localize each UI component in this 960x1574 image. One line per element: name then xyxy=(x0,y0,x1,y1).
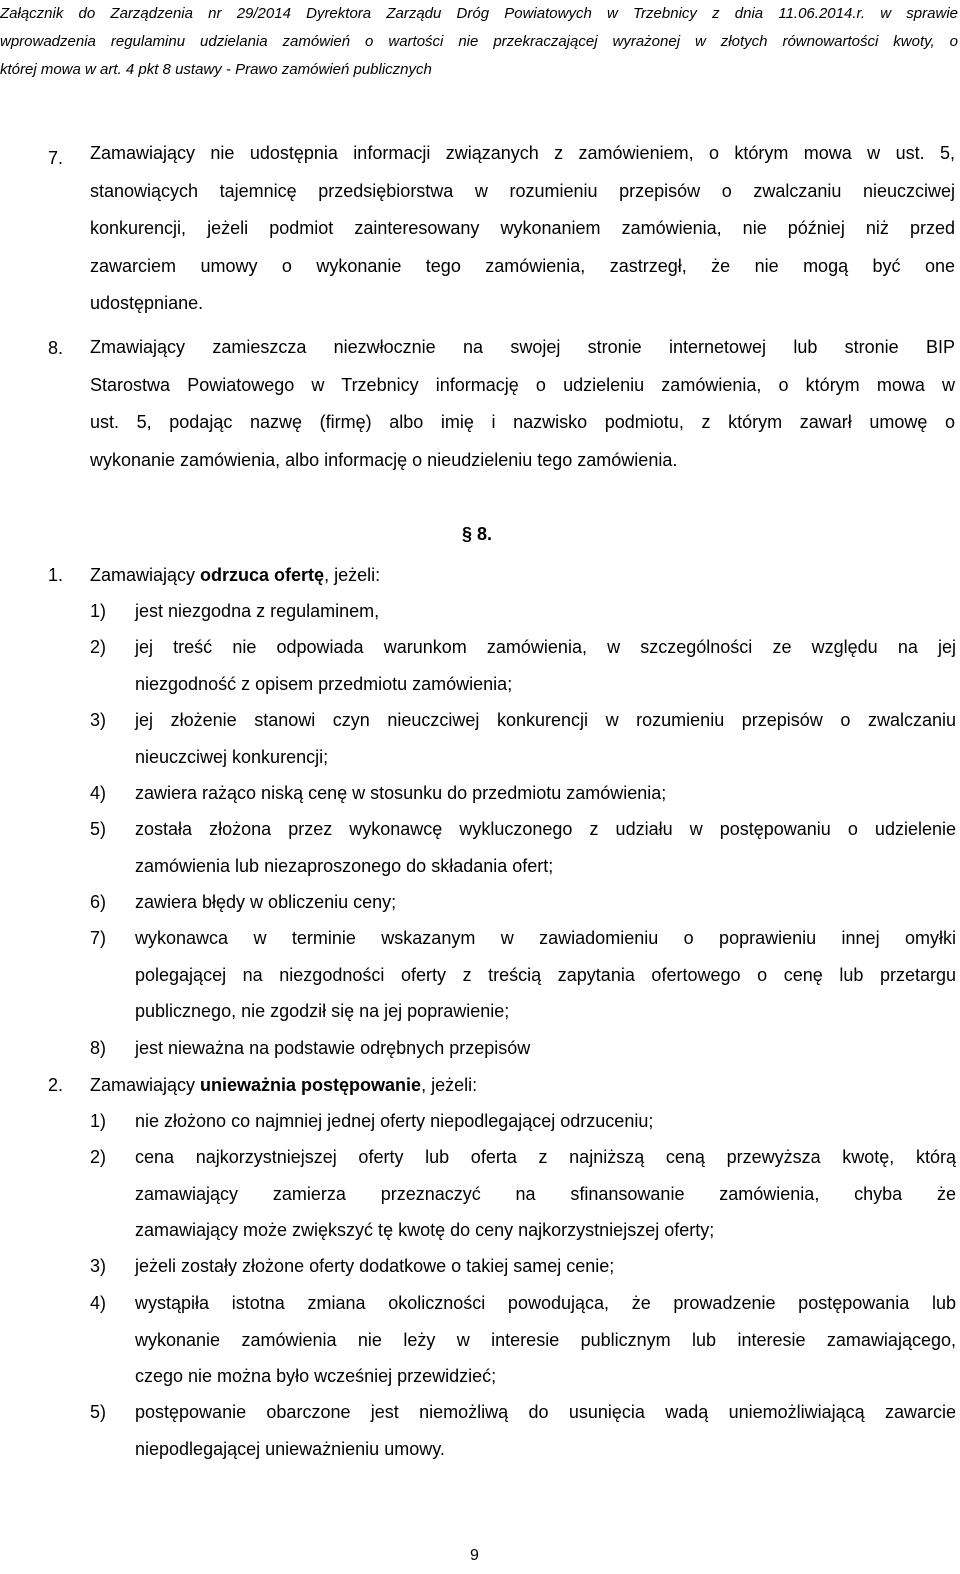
item-text xyxy=(135,811,956,884)
clause-number: 1. xyxy=(48,565,64,585)
text-line: zamówienia lub niezaproszonego do składania ofert; xyxy=(135,855,554,876)
item-number: 5) xyxy=(90,819,107,839)
text-line: polegającej na niezgodności oferty z treścią zapytania ofertowego o cenę lub przetargu xyxy=(135,964,956,985)
item-number: 2) xyxy=(90,637,107,657)
text-line: została złożona przez wykonawcę wykluczonego z udziału w postępowaniu o udzielenie xyxy=(135,819,956,839)
clause-2-intro xyxy=(90,1075,477,1096)
text-line: nieuczciwej konkurencji; xyxy=(135,746,329,767)
section-symbol: § xyxy=(462,524,473,544)
item-number: 1) xyxy=(90,601,107,621)
item-text xyxy=(135,1394,956,1467)
text-line: jest nieważna na podstawie odrębnych przepisów xyxy=(135,1038,531,1058)
text-line: Zamawiający nie udostępnia informacji związanych z zamówieniem, o którym mowa w ust. 5, xyxy=(90,143,955,163)
point-8-text xyxy=(90,329,955,479)
intro-bold: odrzuca ofertę xyxy=(200,565,325,585)
point-7-text xyxy=(90,135,955,323)
item-number: 4) xyxy=(90,1293,107,1313)
item-number: 4) xyxy=(90,783,107,803)
intro-bold: unieważnia postępowanie xyxy=(200,1075,422,1095)
item-text xyxy=(135,920,956,1030)
intro-text: Zamawiający xyxy=(90,565,201,585)
item-text xyxy=(135,884,956,921)
text-line: nie złożono co najmniej jednej oferty niepodlegającej odrzuceniu; xyxy=(135,1111,654,1131)
text-line: Zmawiający zamieszcza niezwłocznie na swojej stronie internetowej lub stronie BIP xyxy=(90,337,955,357)
item-number: 8) xyxy=(90,1038,107,1058)
header-line: której mowa w art. 4 pkt 8 ustawy - Prawo zamówień publicznych xyxy=(0,61,432,78)
text-line: jeżeli zostały złożone oferty dodatkowe o takiej samej cenie; xyxy=(135,1256,615,1276)
clause-1-intro xyxy=(90,565,380,586)
text-line: jej złożenie stanowi czyn nieuczciwej konkurencji w rozumieniu przepisów o zwalczaniu xyxy=(135,710,956,730)
text-line: stanowiących tajemnicę przedsiębiorstwa w rozumieniu przepisów o zwalczaniu nieuczciwej xyxy=(90,180,955,201)
text-line: postępowanie obarczone jest niemożliwą do usunięcia wadą uniemożliwiającą zawarcie xyxy=(135,1402,956,1422)
text-line: jest niezgodna z regulaminem, xyxy=(135,601,380,621)
item-number: 5) xyxy=(90,1402,107,1422)
item-text xyxy=(135,1139,956,1249)
item-number: 7) xyxy=(90,928,107,948)
header-line: Załącznik do Zarządzenia nr 29/2014 Dyrektora Zarządu Dróg Powiatowych w Trzebnicy z dnia 11.06.2014.r. w sprawie xyxy=(0,5,958,22)
text-line: niepodlegającej unieważnieniu umowy. xyxy=(135,1438,445,1459)
item-number: 3) xyxy=(90,710,107,730)
intro-text: , jeżeli: xyxy=(324,565,381,585)
text-line: wykonanie zamówienia, albo informację o nieudzieleniu tego zamówienia. xyxy=(90,449,678,470)
text-line: konkurencji, jeżeli podmiot zainteresowany wykonaniem zamówienia, nie później niż przed xyxy=(90,218,955,238)
item-number: 1) xyxy=(90,1111,107,1131)
text-line: wystąpiła istotna zmiana okoliczności powodująca, że prowadzenie postępowania lub xyxy=(135,1293,956,1313)
text-line: wykonanie zamówienia nie leży w interesie publicznym lub interesie zamawiającego, xyxy=(135,1329,956,1350)
header-line: wprowadzenia regulaminu udzielania zamówień o wartości nie przekraczającej wyrażonej w złotych równowartości kwoty, o xyxy=(0,33,958,50)
item-number: 3) xyxy=(90,1256,107,1276)
text-line: ust. 5, podając nazwę (firmę) albo imię i nazwisko podmiotu, z którym zawarł umowę o xyxy=(90,412,955,432)
item-text xyxy=(135,1030,956,1067)
text-line: zawiera rażąco niską cenę w stosunku do przedmiotu zamówienia; xyxy=(135,783,667,803)
document-header xyxy=(0,0,958,84)
text-line: Starostwa Powiatowego w Trzebnicy informację o udzieleniu zamówienia, o którym mowa w xyxy=(90,374,955,395)
section-heading xyxy=(462,524,492,545)
text-line: zawarciem umowy o wykonanie tego zamówienia, zastrzegł, że nie mogą być one xyxy=(90,255,955,276)
item-text xyxy=(135,1103,956,1140)
item-text xyxy=(135,702,956,775)
text-line: udostępniane. xyxy=(90,293,204,313)
intro-text: , jeżeli: xyxy=(421,1075,478,1095)
intro-text: Zamawiający xyxy=(90,1075,201,1095)
text-line: jej treść nie odpowiada warunkom zamówienia, w szczególności ze względu na jej xyxy=(135,637,956,657)
point-number: 7. xyxy=(48,148,64,168)
clause-number: 2. xyxy=(48,1075,64,1095)
item-text xyxy=(135,775,956,812)
text-line: publicznego, nie zgodził się na jej poprawienie; xyxy=(135,1001,510,1021)
text-line: wykonawca w terminie wskazanym w zawiadomieniu o poprawieniu innej omyłki xyxy=(135,928,956,948)
text-line: czego nie można było wcześniej przewidzieć; xyxy=(135,1366,497,1386)
text-line: cena najkorzystniejszej oferty lub oferta z najniższą ceną przewyższa kwotę, którą xyxy=(135,1147,956,1167)
text-line: niezgodność z opisem przedmiotu zamówienia; xyxy=(135,673,513,694)
item-text xyxy=(135,1248,956,1285)
point-number: 8. xyxy=(48,338,64,358)
text-line: zawiera błędy w obliczeniu ceny; xyxy=(135,892,397,912)
text-line: zamawiający może zwiększyć tę kwotę do ceny najkorzystniejszej oferty; xyxy=(135,1220,715,1240)
page-number: 9 xyxy=(470,1547,479,1564)
section-number: 8. xyxy=(477,524,493,544)
item-number: 6) xyxy=(90,892,107,912)
item-number: 2) xyxy=(90,1147,107,1167)
item-text xyxy=(135,593,956,630)
item-text xyxy=(135,1285,956,1395)
text-line: zamawiający zamierza przeznaczyć na sfinansowanie zamówienia, chyba że xyxy=(135,1183,956,1204)
item-text xyxy=(135,629,956,702)
